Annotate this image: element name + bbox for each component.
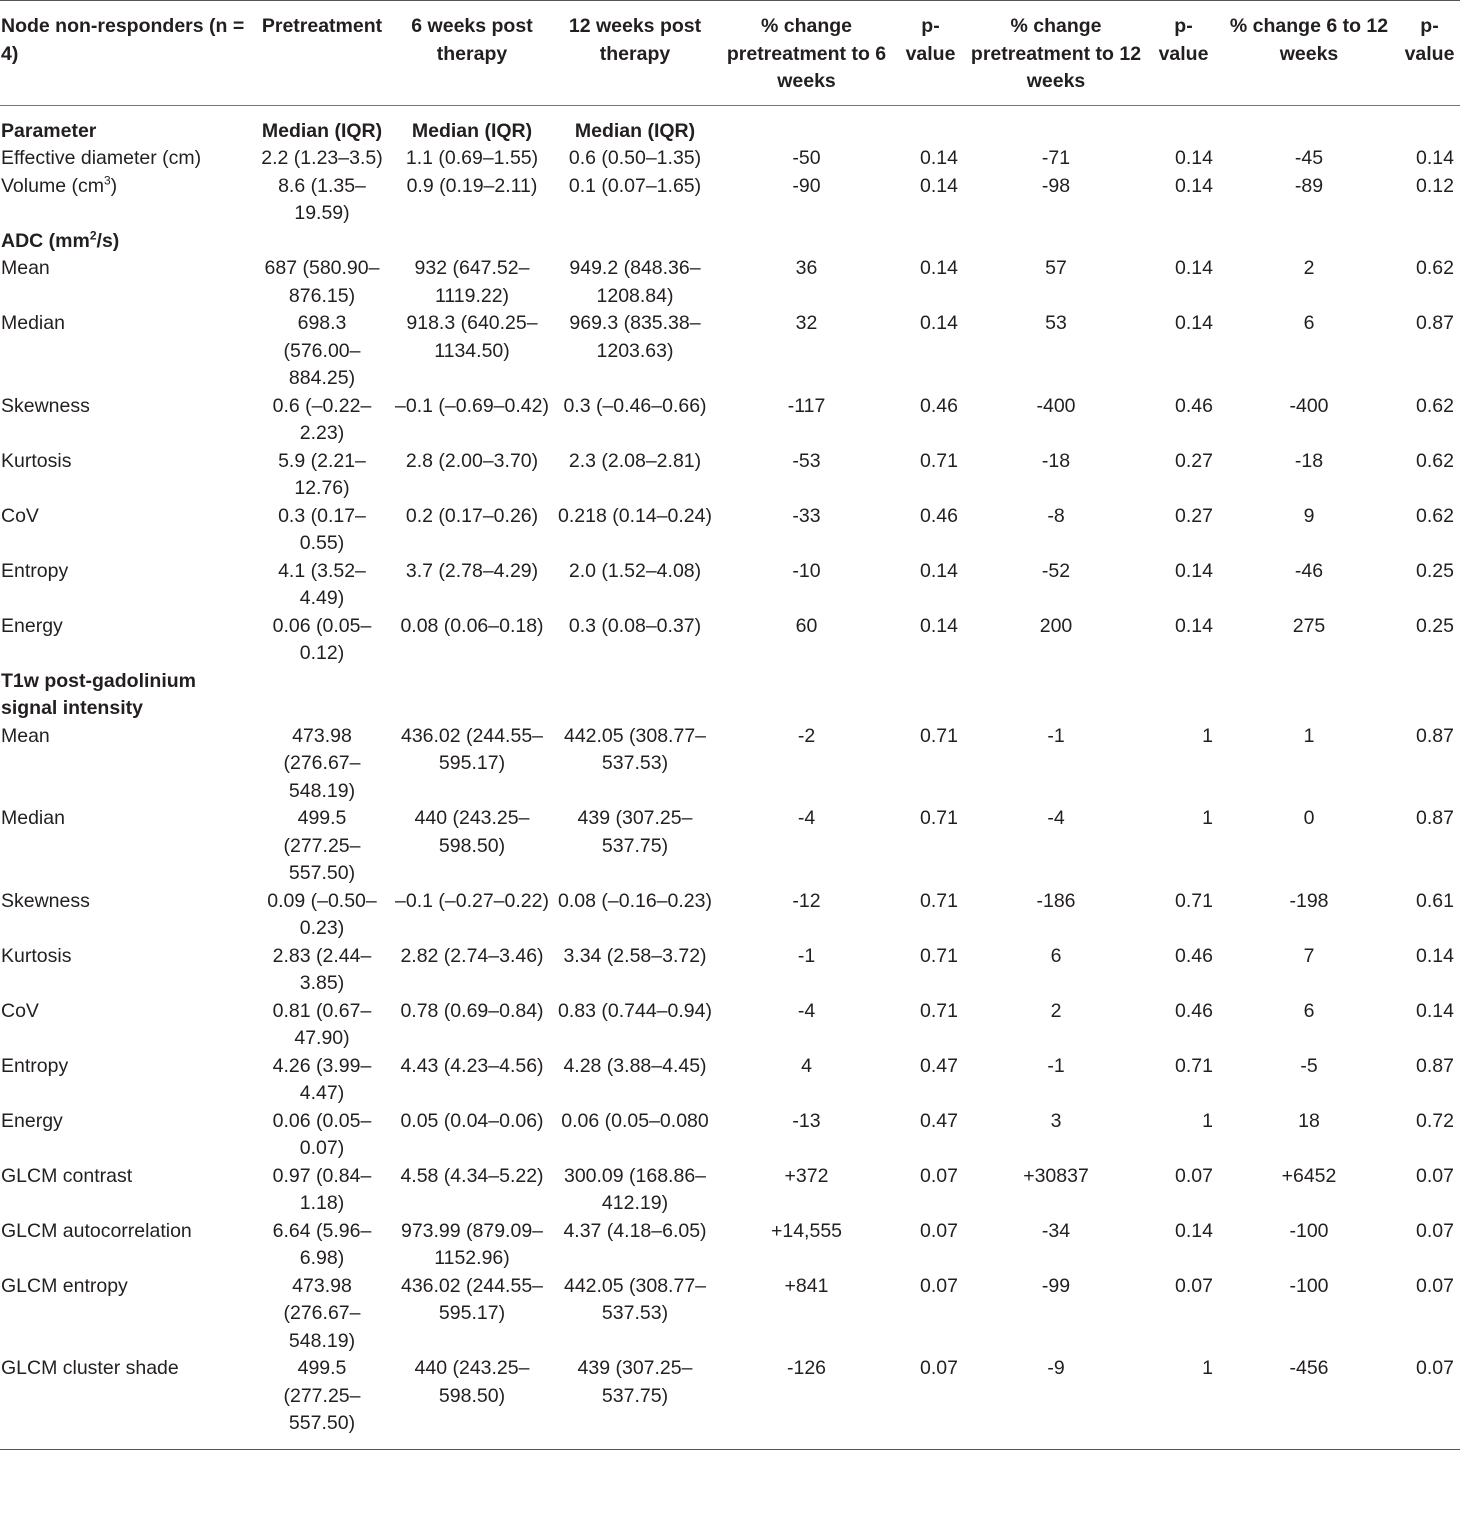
change-pre-6-value: +372	[784, 1164, 829, 1187]
change-6-12-value: -400	[1289, 394, 1329, 417]
twelve-week-value: 0.83 (0.744–0.94)	[558, 999, 712, 1022]
p-value-2: 1	[1202, 724, 1213, 747]
change-pre-12-value: -71	[1041, 147, 1071, 169]
change-6-12-value: -45	[1294, 147, 1324, 169]
change-pre-6-value: -4	[797, 999, 816, 1022]
row-label: Entropy	[1, 1054, 69, 1077]
twelve-week-value: 4.37 (4.18–6.05)	[563, 1219, 707, 1242]
parameter-median-iqr-3: Median (IQR)	[574, 119, 696, 142]
p-value-1: 0.14	[920, 174, 958, 197]
row-label: Skewness	[1, 889, 90, 912]
twelve-week-value: 300.09 (168.86–412.19)	[563, 1164, 707, 1214]
p-value-1: 0.07	[920, 1274, 958, 1297]
change-pre-6-value: -126	[716, 1355, 897, 1449]
change-pre-12-value: -400	[1036, 394, 1076, 417]
header-group: Node non-responders (n = 4)	[0, 1, 254, 106]
change-6-12-value: 7	[1303, 944, 1315, 967]
change-pre-12-value: -186	[1036, 889, 1076, 912]
change-pre-12-value: 200	[1039, 614, 1073, 637]
pretreatment-value: 6.64 (5.96–6.98)	[272, 1219, 372, 1269]
row-label: GLCM cluster shade	[0, 1355, 254, 1449]
change-pre-12-value: 53	[1045, 312, 1067, 334]
change-pre-6-value: 36	[795, 257, 818, 279]
p-value-2: 1	[1202, 1109, 1213, 1132]
header-change-pre-6: % change pretreatment to 6 weeks	[716, 1, 897, 106]
twelve-week-value: 2.0 (1.52–4.08)	[568, 559, 702, 582]
p-value-3: 0.07	[1399, 1355, 1460, 1449]
row-label: CoV	[1, 504, 39, 527]
change-6-12-value: 6	[1303, 312, 1315, 334]
twelve-week-value: 442.05 (308.77–537.53)	[563, 724, 707, 774]
p-value-2: 0.46	[1175, 394, 1213, 417]
p-value-2: 1	[1148, 1355, 1219, 1449]
six-week-value: 440 (243.25–598.50)	[390, 1355, 554, 1449]
change-6-12-value: -46	[1294, 559, 1324, 582]
twelve-week-value: 0.218 (0.14–0.24)	[558, 504, 712, 527]
six-week-value: 918.3 (640.25–1134.50)	[406, 312, 538, 362]
table-row	[0, 998, 1460, 1053]
header-6-weeks: 6 weeks post therapy	[390, 1, 554, 106]
six-week-value: 0.08 (0.06–0.18)	[400, 614, 544, 637]
change-6-12-value: 6	[1303, 999, 1315, 1022]
p-value-3: 0.62	[1416, 257, 1454, 279]
six-week-value: 440 (243.25–598.50)	[414, 807, 530, 857]
pretreatment-value: 0.81 (0.67–47.90)	[272, 999, 372, 1049]
parameter-row	[0, 105, 1460, 145]
twelve-week-value: 0.3 (–0.46–0.66)	[563, 394, 707, 417]
table-row	[0, 723, 1460, 806]
p-value-1: 0.46	[920, 394, 958, 417]
table-header	[0, 1, 1460, 106]
pretreatment-value: 4.26 (3.99–4.47)	[272, 1054, 372, 1104]
p-value-2: 0.46	[1175, 999, 1213, 1022]
p-value-2: 0.14	[1175, 559, 1213, 582]
change-pre-6-value: -90	[792, 174, 821, 197]
section-label: ADC $(mm^2/s)$	[1, 228, 120, 252]
p-value-3: 0.62	[1416, 394, 1454, 417]
change-pre-12-value: 3	[1050, 1109, 1062, 1132]
p-value-2: 1	[1202, 807, 1213, 829]
parameter-label: Parameter	[1, 119, 97, 142]
table-row	[0, 1273, 1460, 1356]
six-week-value: 3.7 (2.78–4.29)	[405, 559, 539, 582]
row-label: Effective diameter (cm)	[1, 147, 202, 169]
row-label: Kurtosis	[1, 449, 72, 472]
table-row	[0, 310, 1460, 393]
p-value-3: 0.07	[1416, 1164, 1454, 1187]
six-week-value: 2.82 (2.74–3.46)	[400, 944, 544, 967]
change-pre-6-value: -50	[792, 147, 821, 169]
row-label: Mean	[1, 257, 50, 279]
p-value-3: 0.07	[1416, 1219, 1454, 1242]
change-6-12-value: 1	[1303, 724, 1315, 747]
row-label: Volume $(cm^3)$	[1, 173, 118, 197]
row-label: Median	[1, 807, 65, 829]
change-pre-6-value: -53	[792, 449, 821, 472]
p-value-3: 0.07	[1416, 1274, 1454, 1297]
table-row	[0, 943, 1460, 998]
p-value-2: 0.14	[1175, 1219, 1213, 1242]
p-value-2: 0.14	[1175, 174, 1213, 197]
section-label: T1w post-gadolinium signal intensity	[1, 669, 196, 719]
six-week-value: 932 (647.52–1119.22)	[414, 257, 530, 307]
change-pre-12-value: 6	[1050, 944, 1062, 967]
p-value-1: 0.07	[920, 1164, 958, 1187]
row-label: GLCM autocorrelation	[1, 1219, 192, 1242]
change-pre-6-value: -2	[797, 724, 816, 747]
change-6-12-value: -89	[1294, 174, 1324, 197]
pretreatment-value: 0.6 (–0.22–2.23)	[272, 394, 372, 444]
p-value-1: 0.71	[920, 944, 958, 967]
p-value-2: 0.71	[1175, 889, 1213, 912]
six-week-value: 4.58 (4.34–5.22)	[400, 1164, 544, 1187]
table-row	[0, 145, 1460, 173]
change-pre-12-value: -34	[1041, 1219, 1071, 1242]
table-row	[0, 448, 1460, 503]
t1-section-heading	[0, 668, 1460, 723]
change-pre-6-value: +14,555	[770, 1219, 843, 1242]
pretreatment-value: 0.97 (0.84–1.18)	[272, 1164, 372, 1214]
six-week-value: –0.1 (–0.27–0.22)	[395, 889, 549, 912]
pretreatment-value: 4.1 (3.52–4.49)	[278, 559, 366, 609]
header-p-value-1: p-value	[897, 1, 964, 106]
pretreatment-value: 8.6 (1.35–19.59)	[278, 174, 366, 224]
pretreatment-value: 0.09 (–0.50–0.23)	[267, 889, 377, 939]
pretreatment-value: 687 (580.90–876.15)	[264, 257, 380, 307]
change-pre-12-value: -18	[1041, 449, 1071, 472]
change-pre-6-value: -1	[797, 944, 816, 967]
header-p-value-2: p-value	[1148, 1, 1219, 106]
table-row	[0, 255, 1460, 310]
p-value-2: 0.14	[1175, 312, 1213, 334]
p-value-3: 0.14	[1416, 147, 1454, 169]
p-value-2: 0.14	[1175, 257, 1213, 279]
p-value-1: 0.14	[920, 257, 958, 279]
table-row	[0, 1218, 1460, 1273]
table-row	[0, 1163, 1460, 1218]
change-6-12-value: -100	[1289, 1274, 1329, 1297]
change-pre-6-value: -33	[792, 504, 821, 527]
p-value-1: 0.14	[920, 312, 958, 334]
p-value-3: 0.12	[1416, 174, 1454, 197]
change-pre-12-value: -1	[1047, 1054, 1065, 1077]
pretreatment-value: 2.2 (1.23–3.5)	[261, 147, 383, 169]
change-pre-6-value: -117	[787, 394, 826, 417]
p-value-1: 0.71	[920, 449, 958, 472]
pretreatment-value: 2.83 (2.44–3.85)	[272, 944, 372, 994]
p-value-1: 0.14	[920, 559, 958, 582]
pretreatment-value: 0.06 (0.05–0.07)	[272, 1109, 372, 1159]
change-6-12-value: 0	[1303, 807, 1315, 829]
p-value-1: 0.71	[920, 807, 958, 829]
p-value-1: 0.71	[920, 889, 958, 912]
twelve-week-value: 4.28 (3.88–4.45)	[563, 1054, 707, 1077]
change-6-12-value: 9	[1303, 504, 1315, 527]
pretreatment-value: 473.98 (276.67–548.19)	[283, 724, 361, 802]
p-value-1: 0.71	[920, 724, 958, 747]
header-change-6-12: % change 6 to 12 weeks	[1219, 1, 1399, 106]
change-pre-12-value: 57	[1045, 257, 1067, 279]
change-6-12-value: -198	[1289, 889, 1329, 912]
header-p-value-3: p-value	[1399, 1, 1460, 106]
pretreatment-value: 473.98 (276.67–548.19)	[283, 1274, 361, 1352]
row-label: GLCM entropy	[1, 1274, 128, 1297]
pretreatment-value: 0.3 (0.17–0.55)	[278, 504, 366, 554]
twelve-week-value: 442.05 (308.77–537.53)	[563, 1274, 707, 1324]
p-value-2: 0.14	[1175, 614, 1213, 637]
p-value-3: 0.25	[1416, 614, 1454, 637]
change-6-12-value: +6452	[1281, 1164, 1337, 1187]
change-pre-6-value: -12	[792, 889, 821, 912]
p-value-3: 0.87	[1416, 724, 1454, 747]
twelve-week-value: 969.3 (835.38–1203.63)	[569, 312, 701, 362]
table-row	[0, 1108, 1460, 1163]
change-pre-6-value: 4	[801, 1054, 812, 1077]
table-row	[0, 1355, 1460, 1449]
table-row	[0, 393, 1460, 448]
p-value-3: 0.14	[1416, 999, 1454, 1022]
pretreatment-value: 5.9 (2.21–12.76)	[278, 449, 366, 499]
table-row	[0, 805, 1460, 888]
twelve-week-value: 949.2 (848.36–1208.84)	[569, 257, 701, 307]
row-label: Kurtosis	[1, 944, 72, 967]
p-value-1: 0.14	[920, 614, 958, 637]
p-value-3: 0.61	[1416, 889, 1454, 912]
change-pre-12-value: -98	[1041, 174, 1071, 197]
change-pre-12-value: 2	[1050, 999, 1062, 1022]
adc-section-heading	[0, 228, 1460, 256]
change-pre-6-value: -4	[797, 807, 816, 829]
table-row	[0, 503, 1460, 558]
change-pre-12-value: -8	[1047, 504, 1065, 527]
table-row	[0, 613, 1460, 668]
parameter-median-iqr-1: Median (IQR)	[261, 119, 383, 142]
parameter-median-iqr-2: Median (IQR)	[411, 119, 533, 142]
six-week-value: 2.8 (2.00–3.70)	[405, 449, 539, 472]
pretreatment-value: 499.5 (277.25–557.50)	[283, 807, 361, 884]
p-value-1: 0.07	[920, 1219, 958, 1242]
change-pre-6-value: 60	[795, 614, 818, 637]
p-value-2: 0.71	[1175, 1054, 1213, 1077]
pretreatment-value: 499.5 (277.25–557.50)	[254, 1355, 390, 1449]
row-label: Energy	[1, 1109, 63, 1132]
change-pre-12-value: -1	[1047, 724, 1065, 747]
change-pre-6-value: -13	[792, 1109, 821, 1132]
six-week-value: –0.1 (–0.69–0.42)	[395, 394, 549, 417]
change-pre-12-value: -99	[1041, 1274, 1071, 1297]
six-week-value: 0.78 (0.69–0.84)	[400, 999, 544, 1022]
six-week-value: 1.1 (0.69–1.55)	[405, 147, 539, 169]
change-pre-6-value: +841	[784, 1274, 829, 1297]
header-change-pre-12: % change pretreatment to 12 weeks	[964, 1, 1148, 106]
header-12-weeks: 12 weeks post therapy	[554, 1, 716, 106]
twelve-week-value: 439 (307.25–537.75)	[577, 807, 693, 857]
table-row	[0, 1053, 1460, 1108]
table-row	[0, 173, 1460, 228]
pretreatment-value: 698.3 (576.00–884.25)	[283, 312, 361, 389]
table-row	[0, 558, 1460, 613]
change-6-12-value: -456	[1219, 1355, 1399, 1449]
p-value-3: 0.87	[1416, 1054, 1454, 1077]
twelve-week-value: 0.3 (0.08–0.37)	[568, 614, 702, 637]
table-row	[0, 888, 1460, 943]
p-value-3: 0.14	[1416, 944, 1454, 967]
pretreatment-value: 0.06 (0.05–0.12)	[272, 614, 372, 664]
six-week-value: 0.9 (0.19–2.11)	[406, 174, 538, 197]
twelve-week-value: 0.6 (0.50–1.35)	[568, 147, 702, 169]
row-label: Mean	[1, 724, 50, 747]
p-value-1: 0.47	[920, 1054, 958, 1077]
p-value-3: 0.25	[1416, 559, 1454, 582]
p-value-3: 0.87	[1416, 807, 1454, 829]
twelve-week-value: 0.06 (0.05–0.080	[561, 1109, 709, 1132]
p-value-3: 0.72	[1416, 1109, 1454, 1132]
change-pre-12-value: -52	[1041, 559, 1071, 582]
p-value-1: 0.07	[897, 1355, 964, 1449]
twelve-week-value: 0.08 (–0.16–0.23)	[558, 889, 712, 912]
p-value-2: 0.46	[1175, 944, 1213, 967]
six-week-value: 4.43 (4.23–4.56)	[400, 1054, 544, 1077]
change-6-12-value: -18	[1294, 449, 1324, 472]
row-label: Median	[1, 312, 65, 334]
change-6-12-value: 2	[1303, 257, 1315, 279]
p-value-2: 0.27	[1175, 449, 1213, 472]
p-value-2: 0.07	[1175, 1274, 1213, 1297]
row-label: Skewness	[1, 394, 90, 417]
change-6-12-value: -100	[1289, 1219, 1329, 1242]
change-6-12-value: 275	[1292, 614, 1326, 637]
change-pre-6-value: -10	[792, 559, 821, 582]
change-pre-12-value: -4	[1047, 807, 1065, 829]
twelve-week-value: 3.34 (2.58–3.72)	[563, 944, 707, 967]
p-value-2: 0.14	[1175, 147, 1213, 169]
change-pre-12-value: +30837	[1023, 1164, 1089, 1187]
row-label: GLCM contrast	[1, 1164, 133, 1187]
twelve-week-value: 0.1 (0.07–1.65)	[568, 174, 702, 197]
p-value-3: 0.62	[1416, 449, 1454, 472]
p-value-2: 0.27	[1175, 504, 1213, 527]
row-label: Energy	[1, 614, 63, 637]
p-value-1: 0.46	[920, 504, 958, 527]
six-week-value: 0.05 (0.04–0.06)	[400, 1109, 544, 1132]
twelve-week-value: 439 (307.25–537.75)	[554, 1355, 716, 1449]
p-value-2: 0.07	[1175, 1164, 1213, 1187]
p-value-1: 0.47	[920, 1109, 958, 1132]
p-value-1: 0.71	[920, 999, 958, 1022]
row-label: Entropy	[1, 559, 69, 582]
six-week-value: 0.2 (0.17–0.26)	[405, 504, 539, 527]
six-week-value: 973.99 (879.09–1152.96)	[400, 1219, 544, 1269]
table-body	[0, 105, 1460, 1449]
change-pre-12-value: -9	[964, 1355, 1148, 1449]
change-6-12-value: -5	[1300, 1054, 1318, 1077]
header-pretreatment: Pretreatment	[254, 1, 390, 106]
row-label: CoV	[1, 999, 39, 1022]
change-pre-6-value: 32	[795, 312, 818, 334]
p-value-3: 0.87	[1416, 312, 1454, 334]
p-value-1: 0.14	[920, 147, 958, 169]
six-week-value: 436.02 (244.55–595.17)	[400, 724, 544, 774]
change-6-12-value: 18	[1298, 1109, 1320, 1132]
twelve-week-value: 2.3 (2.08–2.81)	[568, 449, 702, 472]
p-value-3: 0.62	[1416, 504, 1454, 527]
six-week-value: 436.02 (244.55–595.17)	[400, 1274, 544, 1324]
